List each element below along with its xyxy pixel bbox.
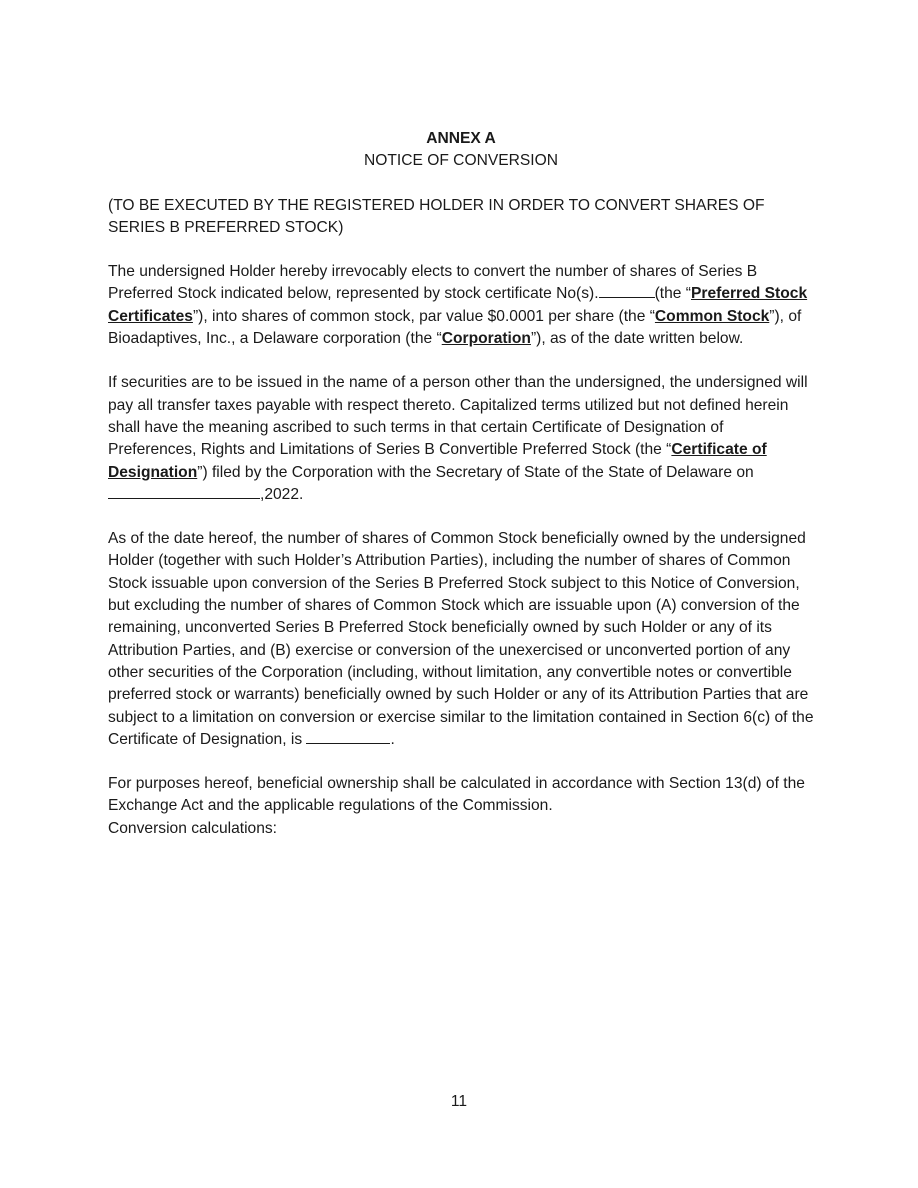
- page-number: 11: [450, 1093, 468, 1110]
- transfer-taxes-text: ,2022.: [260, 485, 304, 503]
- election-text: ”), of Bioadaptives, Inc., a Delaware corporation (the “: [108, 307, 802, 348]
- election-paragraph: [108, 261, 814, 350]
- election-text: ”), as of the date written below.: [530, 330, 744, 348]
- election-text: The undersigned Holder hereby irrevocably elects to convert the number of shares of Series B Preferred Stock indicated below, represented by stock certificate No(s).: [108, 263, 758, 303]
- defined-term-preferred-stock-certificates: Preferred Stock Certificates: [108, 285, 808, 325]
- election-text: (the “: [654, 285, 691, 303]
- transfer-taxes-text: ”) filed by the Corporation with the Secretary of State of the State of Delaware on: [197, 463, 754, 481]
- election-text: ”), into shares of common stock, par value $0.0001 per share (the “: [192, 307, 655, 325]
- notice-subtitle: NOTICE OF CONVERSION: [363, 152, 559, 170]
- defined-term-corporation: Corporation: [441, 330, 531, 348]
- defined-term-common-stock: Common Stock: [654, 307, 770, 325]
- certificate-number-blank[interactable]: [599, 283, 655, 298]
- transfer-taxes-paragraph: [108, 372, 814, 506]
- shares-owned-blank[interactable]: [306, 729, 390, 744]
- calculation-paragraph: [108, 773, 814, 840]
- beneficial-ownership-paragraph: [108, 528, 814, 751]
- defined-term-certificate-of-designation: Certificate of Designation: [108, 441, 767, 481]
- transfer-taxes-text: If securities are to be issued in the name of a person other than the undersigned, the undersigned will pay all transfer taxes payable with respect thereto. Capitalized terms utilized but not defined herein shall have the meaning ascribed to such terms in that certain Certificate of Designation of Preferences, Rights and Limitations of Series B Convertible Preferred Stock (the “: [108, 374, 808, 459]
- beneficial-ownership-text: As of the date hereof, the number of shares of Common Stock beneficially owned by the undersigned Holder (together with such Holder’s Attribution Parties), including the number of shares of Common Stock issuable upon conversion of the Series B Preferred Stock subject to this Notice of Conversion, but excluding the number of shares of Common Stock which are issuable upon (A) conversion of the remaining, unconverted Series B Preferred Stock beneficially owned by such Holder or any of its Attribution Parties, and (B) exercise or conversion of the unexercised or unconverted portion of any other securities of the Corporation (including, without limitation, any convertible notes or convertible preferred stock or warrants) beneficially owned by such Holder or any of its Attribution Parties that are subject to a limitation on conversion or exercise similar to the limitation contained in Section 6(c) of the Certificate of Designation, is: [108, 530, 814, 748]
- conversion-calculations-label: Conversion calculations:: [108, 819, 278, 837]
- calculation-text: For purposes hereof, beneficial ownership shall be calculated in accordance with Section 13(d) of the Exchange Act and the applicable regulations of the Commission.: [108, 775, 805, 815]
- filing-date-blank[interactable]: [108, 484, 260, 499]
- beneficial-ownership-text: .: [390, 730, 395, 748]
- annex-title: ANNEX A: [426, 130, 496, 147]
- document-body: [108, 128, 814, 862]
- execution-instruction: (TO BE EXECUTED BY THE REGISTERED HOLDER IN ORDER TO CONVERT SHARES OF SERIES B PREFERRED STOCK): [108, 196, 765, 236]
